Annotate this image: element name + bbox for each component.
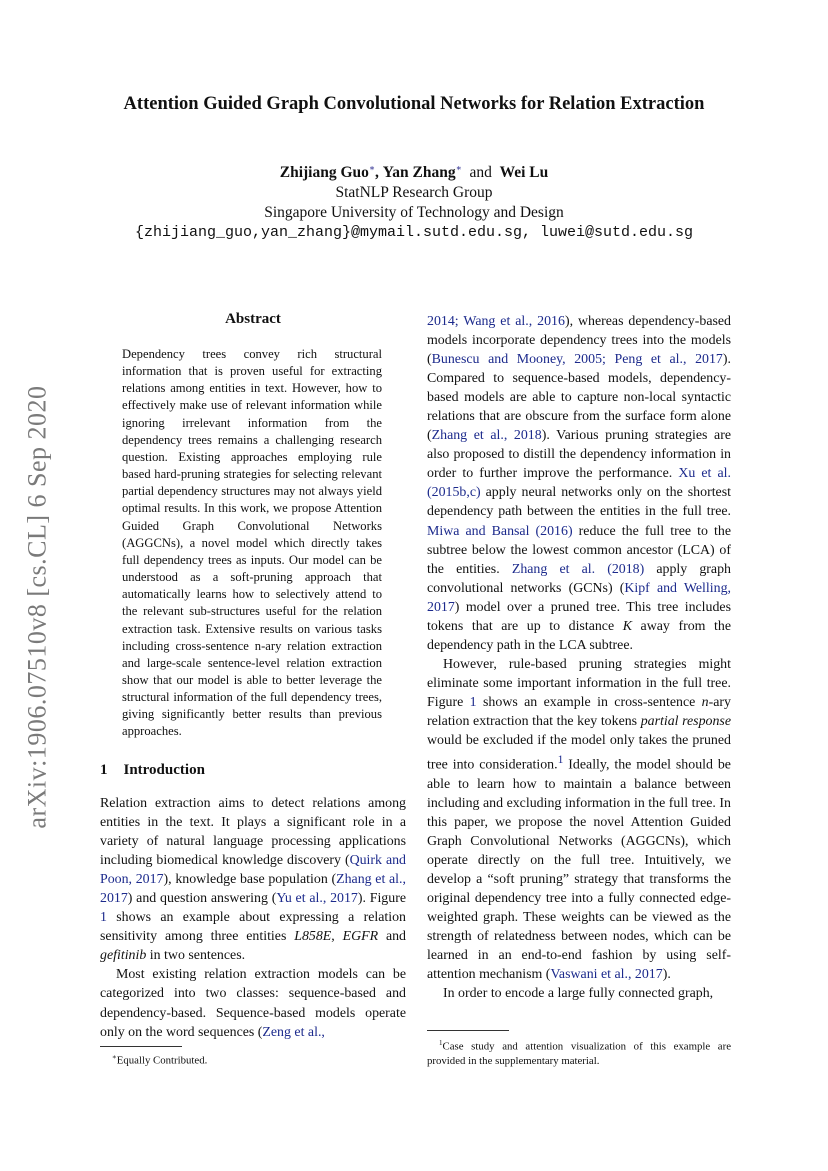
paper-title: Attention Guided Graph Convolutional Networks for Relation Extraction bbox=[123, 94, 705, 114]
arxiv-stamp bbox=[18, 372, 58, 842]
author-separator: , bbox=[375, 164, 379, 182]
text-run: apply graph convolutional networks (GCNs) ( bbox=[427, 561, 731, 596]
text-run: ). Compared to sequence-based models, dependency-based models are able to capture non-local syntactic relations that are obscure from the surface form alone ( bbox=[427, 352, 731, 444]
author-name: Zhijiang Guo bbox=[279, 164, 369, 182]
citation-link[interactable]: Zhang et al. (2018) bbox=[511, 561, 645, 577]
footnote-equal-contribution bbox=[112, 1050, 402, 1068]
math-symbol: n bbox=[701, 694, 709, 710]
footnote-mark: 1 bbox=[439, 1039, 443, 1047]
section-number: 1 bbox=[100, 762, 108, 778]
text-run: However, rule-based pruning strategies might eliminate some important information in the full tree. Figure bbox=[427, 656, 731, 710]
footnote-mark: ∗ bbox=[112, 1053, 117, 1061]
emphasized-phrase: partial response bbox=[640, 713, 731, 729]
text-run: ) and question answering ( bbox=[127, 891, 277, 907]
author-emails: {zhijiang_guo,yan_zhang}@mymail.sutd.edu.sg, luwei@sutd.edu.sg bbox=[134, 224, 694, 242]
citation-link[interactable]: 2014; Wang et al., 2016 bbox=[427, 314, 565, 329]
arxiv-identifier: arXiv:1906.07510v8 [cs.CL] 6 Sep 2020 bbox=[23, 385, 52, 829]
entity-name: gefitinib bbox=[100, 948, 147, 964]
paragraph bbox=[100, 965, 406, 1041]
paragraph bbox=[427, 984, 731, 1003]
footnote-text: Case study and attention visualization of this example are provided in the supplementary material. bbox=[427, 1040, 731, 1067]
text-run: apply neural networks only on the shortest dependency path between the entities in the full tree. bbox=[427, 485, 731, 520]
author-names bbox=[0, 158, 828, 183]
author-conjunction: and bbox=[469, 164, 492, 182]
citation-link[interactable]: Yu et al., 2017 bbox=[276, 891, 358, 907]
text-run: Relation extraction aims to detect relations among entities in the text. It plays a significant role in a variety of natural language processing applications including biomedical knowledge discovery ( bbox=[100, 796, 406, 869]
citation-link[interactable]: Zeng et al., bbox=[262, 1024, 325, 1040]
text-run: shows an example about expressing a relation sensitivity among three entities bbox=[100, 910, 406, 945]
footnote-divider bbox=[100, 1046, 182, 1047]
equal-contribution-mark: ∗ bbox=[368, 163, 376, 173]
footnote-divider bbox=[427, 1030, 509, 1031]
text-run: ), whereas dependency-based models incorporate dependency trees into the models ( bbox=[427, 314, 732, 368]
section-heading-introduction bbox=[100, 762, 205, 779]
citation-link[interactable]: Xu et al. (2015b,c) bbox=[427, 466, 731, 501]
citation-link[interactable]: Quirk and Poon, 2017 bbox=[100, 853, 406, 888]
text-run: ), knowledge base population ( bbox=[163, 872, 337, 888]
footnote-text: Equally Contributed. bbox=[116, 1054, 208, 1067]
text-run: , bbox=[331, 929, 343, 945]
university: Singapore University of Technology and Design bbox=[264, 204, 564, 222]
author-name: Wei Lu bbox=[499, 164, 549, 182]
citation-link[interactable]: Bunescu and Mooney, 2005; Peng et al., 2017 bbox=[431, 352, 723, 368]
citation-link[interactable]: Vaswani et al., 2017 bbox=[550, 967, 663, 983]
footnote-reference-link[interactable]: 1 bbox=[557, 753, 564, 767]
equal-contribution-mark: ∗ bbox=[455, 163, 462, 173]
left-column-body bbox=[100, 794, 406, 1042]
citation-link[interactable]: Zhang et al., 2017 bbox=[100, 872, 406, 907]
paragraph bbox=[427, 655, 731, 984]
abstract-text: Dependency trees convey rich structural information that is proven useful for extracting relations among entities in text. However, how to effectively make use of relevant information while ignoring irrelevant information from the dependency trees remains a challenging research question. Existing approaches employing rule based hard-pruning strategies for selecting relevant partial dependency structures may not always yield optimal results. In this work, we propose Attention Guided Graph Convolutional Networks (AGGCNs), a novel model which directly takes full dependency trees as inputs. Our model can be understood as a soft-pruning approach that automatically learns how to selectively attend to the relevant sub-structures useful for the relation extraction task. Extensive results on various tasks including cross-sentence n-ary relation extraction and large-scale sentence-level relation extraction show that our model is able to better leverage the structural information of the full dependency trees, giving significantly better results than previous approaches. bbox=[122, 347, 382, 739]
text-run: shows an example in cross-sentence bbox=[476, 694, 702, 710]
text-run: Ideally, the model should be able to learn how to maintain a balance between including and excluding information in the full tree. In this paper, we propose the novel Attention Guided Graph Convolutional Networks (AGGCNs), which operate directly on the full tree. Intuitively, we develop a “soft pruning” strategy that transforms the original dependency tree into a fully connected edge-weighted graph. These weights can be viewed as the strength of relatedness between nodes, which can be learned in an end-to-end fashion by using self-attention mechanism ( bbox=[427, 757, 731, 983]
text-run: away from the dependency path in the LCA subtree. bbox=[427, 618, 731, 653]
text-run: ). bbox=[662, 967, 671, 983]
text-run: -ary relation extraction that the key tokens bbox=[427, 694, 731, 729]
text-run: ). Various pruning strategies are also proposed to distill the dependency information in order to further improve the performance. bbox=[427, 428, 731, 482]
paragraph bbox=[100, 794, 406, 965]
text-run: would be excluded if the model only takes the pruned tree into consideration. bbox=[427, 733, 731, 773]
footnote-case-study bbox=[427, 1036, 731, 1068]
text-run: ) model over a pruned tree. This tree includes tokens that are up to distance bbox=[427, 599, 731, 634]
text-run: and bbox=[378, 929, 407, 945]
figure-reference-link[interactable]: 1 bbox=[469, 694, 477, 710]
research-group: StatNLP Research Group bbox=[335, 184, 493, 202]
author-name: Yan Zhang bbox=[382, 164, 456, 182]
citation-link[interactable]: Zhang et al., 2018 bbox=[431, 428, 542, 444]
entity-name: L858E bbox=[294, 929, 332, 945]
text-run: Most existing relation extraction models can be categorized into two classes: sequence-based and dependency-based. Sequence-based models operate only on the word sequences ( bbox=[100, 967, 406, 1040]
text-run: reduce the full tree to the subtree below the lowest common ancestor (LCA) of the entities. bbox=[427, 523, 731, 577]
math-symbol: K bbox=[622, 618, 632, 634]
section-title: Introduction bbox=[123, 762, 205, 778]
entity-name: EGFR bbox=[342, 929, 379, 945]
abstract-heading: Abstract bbox=[225, 311, 281, 327]
author-block bbox=[0, 158, 828, 243]
figure-reference-link[interactable]: 1 bbox=[100, 910, 107, 926]
text-run: in two sentences. bbox=[146, 948, 246, 964]
text-run: ). Figure bbox=[357, 891, 406, 907]
citation-link[interactable]: Kipf and Welling, 2017 bbox=[427, 580, 731, 615]
right-column-body bbox=[427, 312, 731, 1003]
citation-link[interactable]: Miwa and Bansal (2016) bbox=[427, 523, 573, 539]
paragraph bbox=[427, 312, 731, 655]
text-run: In order to encode a large fully connected graph, bbox=[443, 986, 714, 1002]
